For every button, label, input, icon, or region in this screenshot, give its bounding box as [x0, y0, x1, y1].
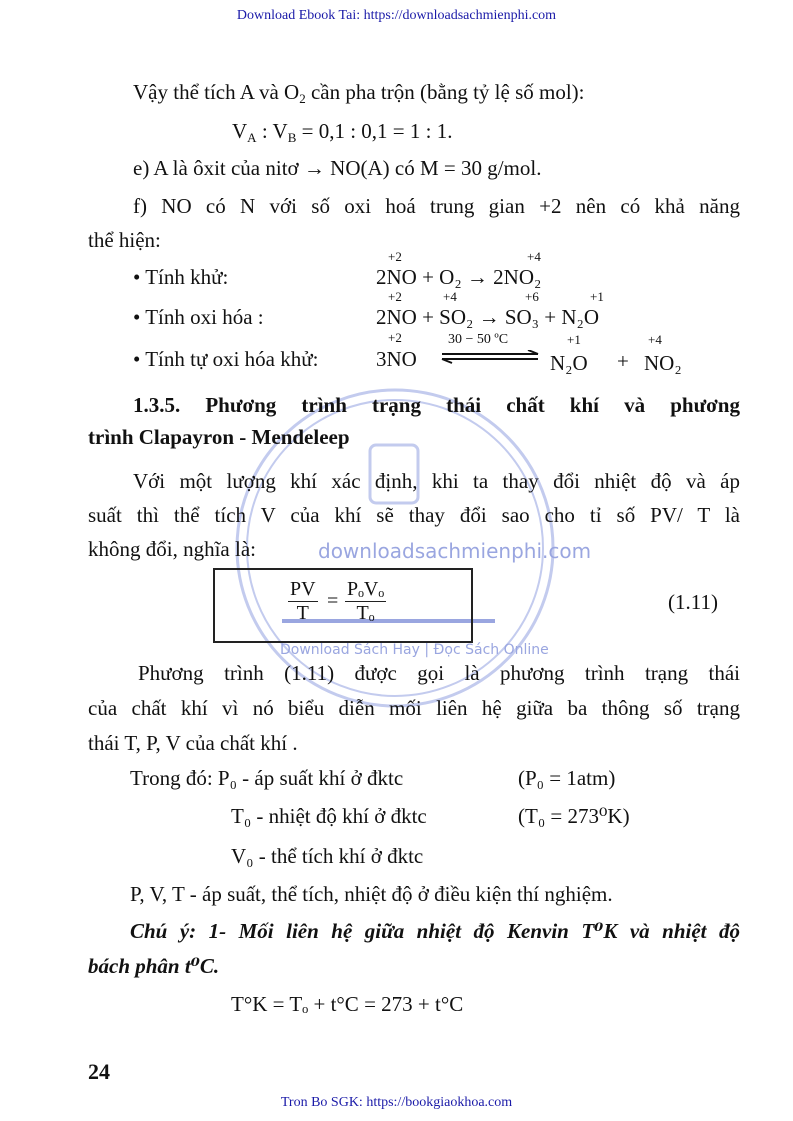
- reaction-condition: 30 − 50 ºC: [448, 332, 509, 347]
- paragraph-line: thái T, P, V của chất khí .: [88, 731, 298, 755]
- formula-right-fraction: PₒVₒ Tₒ: [347, 578, 385, 624]
- formula-left-fraction: $\frac{PV}{T}$: [290, 578, 316, 624]
- paragraph-line: Phương trình (1.11) được gọi là phương trình trạng thái: [138, 661, 740, 685]
- oxidation-state: +4: [443, 289, 457, 304]
- reaction-product: NO₂: [644, 351, 682, 375]
- paragraph-line: không đổi, nghĩa là:: [88, 537, 256, 561]
- reaction-label: • Tính oxi hóa :: [133, 305, 264, 329]
- definition: V₀ - thể tích khí ở đktc: [231, 844, 424, 868]
- paragraph-line: của chất khí vì nó biểu diễn mối liên hệ giữa ba thông số trạng: [88, 696, 740, 720]
- section-heading: 1.3.5. Phương trình trạng thái chất khí và phương: [133, 393, 740, 417]
- reaction-label: • Tính tự oxi hóa khử:: [133, 347, 319, 371]
- section-heading-cont: trình Clapayron - Mendeleep: [88, 425, 350, 449]
- definition-note: (T₀ = 273⁰K): [518, 804, 630, 828]
- reaction-lhs: 3NO: [376, 347, 417, 371]
- reaction-equation: 2NO + SO₂ → SO₃ + N₂O: [376, 305, 600, 329]
- oxidation-state: +2: [388, 249, 402, 264]
- text-line: thể hiện:: [88, 228, 161, 252]
- definition: Trong đó: P₀ - áp suất khí ở đktc: [130, 766, 404, 790]
- formula-box: [213, 568, 473, 643]
- oxidation-state: +4: [648, 332, 662, 347]
- text-line: P, V, T - áp suất, thể tích, nhiệt độ ở điều kiện thí nghiệm.: [130, 882, 613, 906]
- oxidation-state: +4: [527, 249, 541, 264]
- paragraph-line: suất thì thể tích V của khí sẽ thay đổi sao cho tỉ số PV/ T là: [88, 503, 740, 527]
- text-line: f) NO có N với số oxi hoá trung gian +2 nên có khả năng: [133, 194, 740, 218]
- definition: T₀ - nhiệt độ khí ở đktc: [231, 804, 427, 828]
- reaction-equation: 2NO + O₂ → 2NO₂: [376, 265, 542, 289]
- kelvin-equation: T°K = Tₒ + t°C = 273 + t°C: [231, 992, 464, 1016]
- equilibrium-arrow-icon: [440, 350, 540, 364]
- equation-number: (1.11): [668, 590, 718, 614]
- text-line: e) A là ôxit của nitơ → NO(A) có M = 30 g/mol.: [133, 156, 542, 180]
- definition-note: (P₀ = 1atm): [518, 766, 616, 790]
- oxidation-state: +2: [388, 330, 402, 345]
- plus-sign: +: [617, 349, 629, 373]
- header-download-link[interactable]: Download Ebook Tai: https://downloadsachmienphi.com: [236, 8, 557, 23]
- oxidation-state: +1: [590, 289, 604, 304]
- note-line: Chú ý: 1- Mối liên hệ giữa nhiệt độ Kenvin T⁰K và nhiệt độ: [130, 919, 740, 943]
- reaction-label: • Tính khử:: [133, 265, 229, 289]
- page-number: 24: [88, 1059, 110, 1084]
- oxidation-state: +2: [388, 289, 402, 304]
- reaction-product: N₂O: [550, 351, 588, 375]
- formula-equals: =: [327, 590, 339, 612]
- ratio-line: $V_A$ : $V_B = 0,1$ : 0,1 = 1 : 1.: [232, 119, 453, 145]
- oxidation-state: +1: [567, 332, 581, 347]
- paragraph-line: Với một lượng khí xác định, khi ta thay đổi nhiệt độ và áp: [133, 469, 740, 493]
- watermark-site: downloadsachmienphi.com: [318, 539, 592, 563]
- oxidation-state: +6: [525, 289, 539, 304]
- note-line: bách phân t⁰C.: [88, 954, 220, 978]
- text-line: Vậy thể tích A và $O_2$ cần pha trộn (bằng tỷ lệ số mol):: [133, 80, 585, 106]
- footer-link[interactable]: Tron Bo SGK: https://bookgiaokhoa.com: [280, 1095, 513, 1110]
- watermark-tagline: Download Sách Hay | Đọc Sách Online: [280, 642, 549, 658]
